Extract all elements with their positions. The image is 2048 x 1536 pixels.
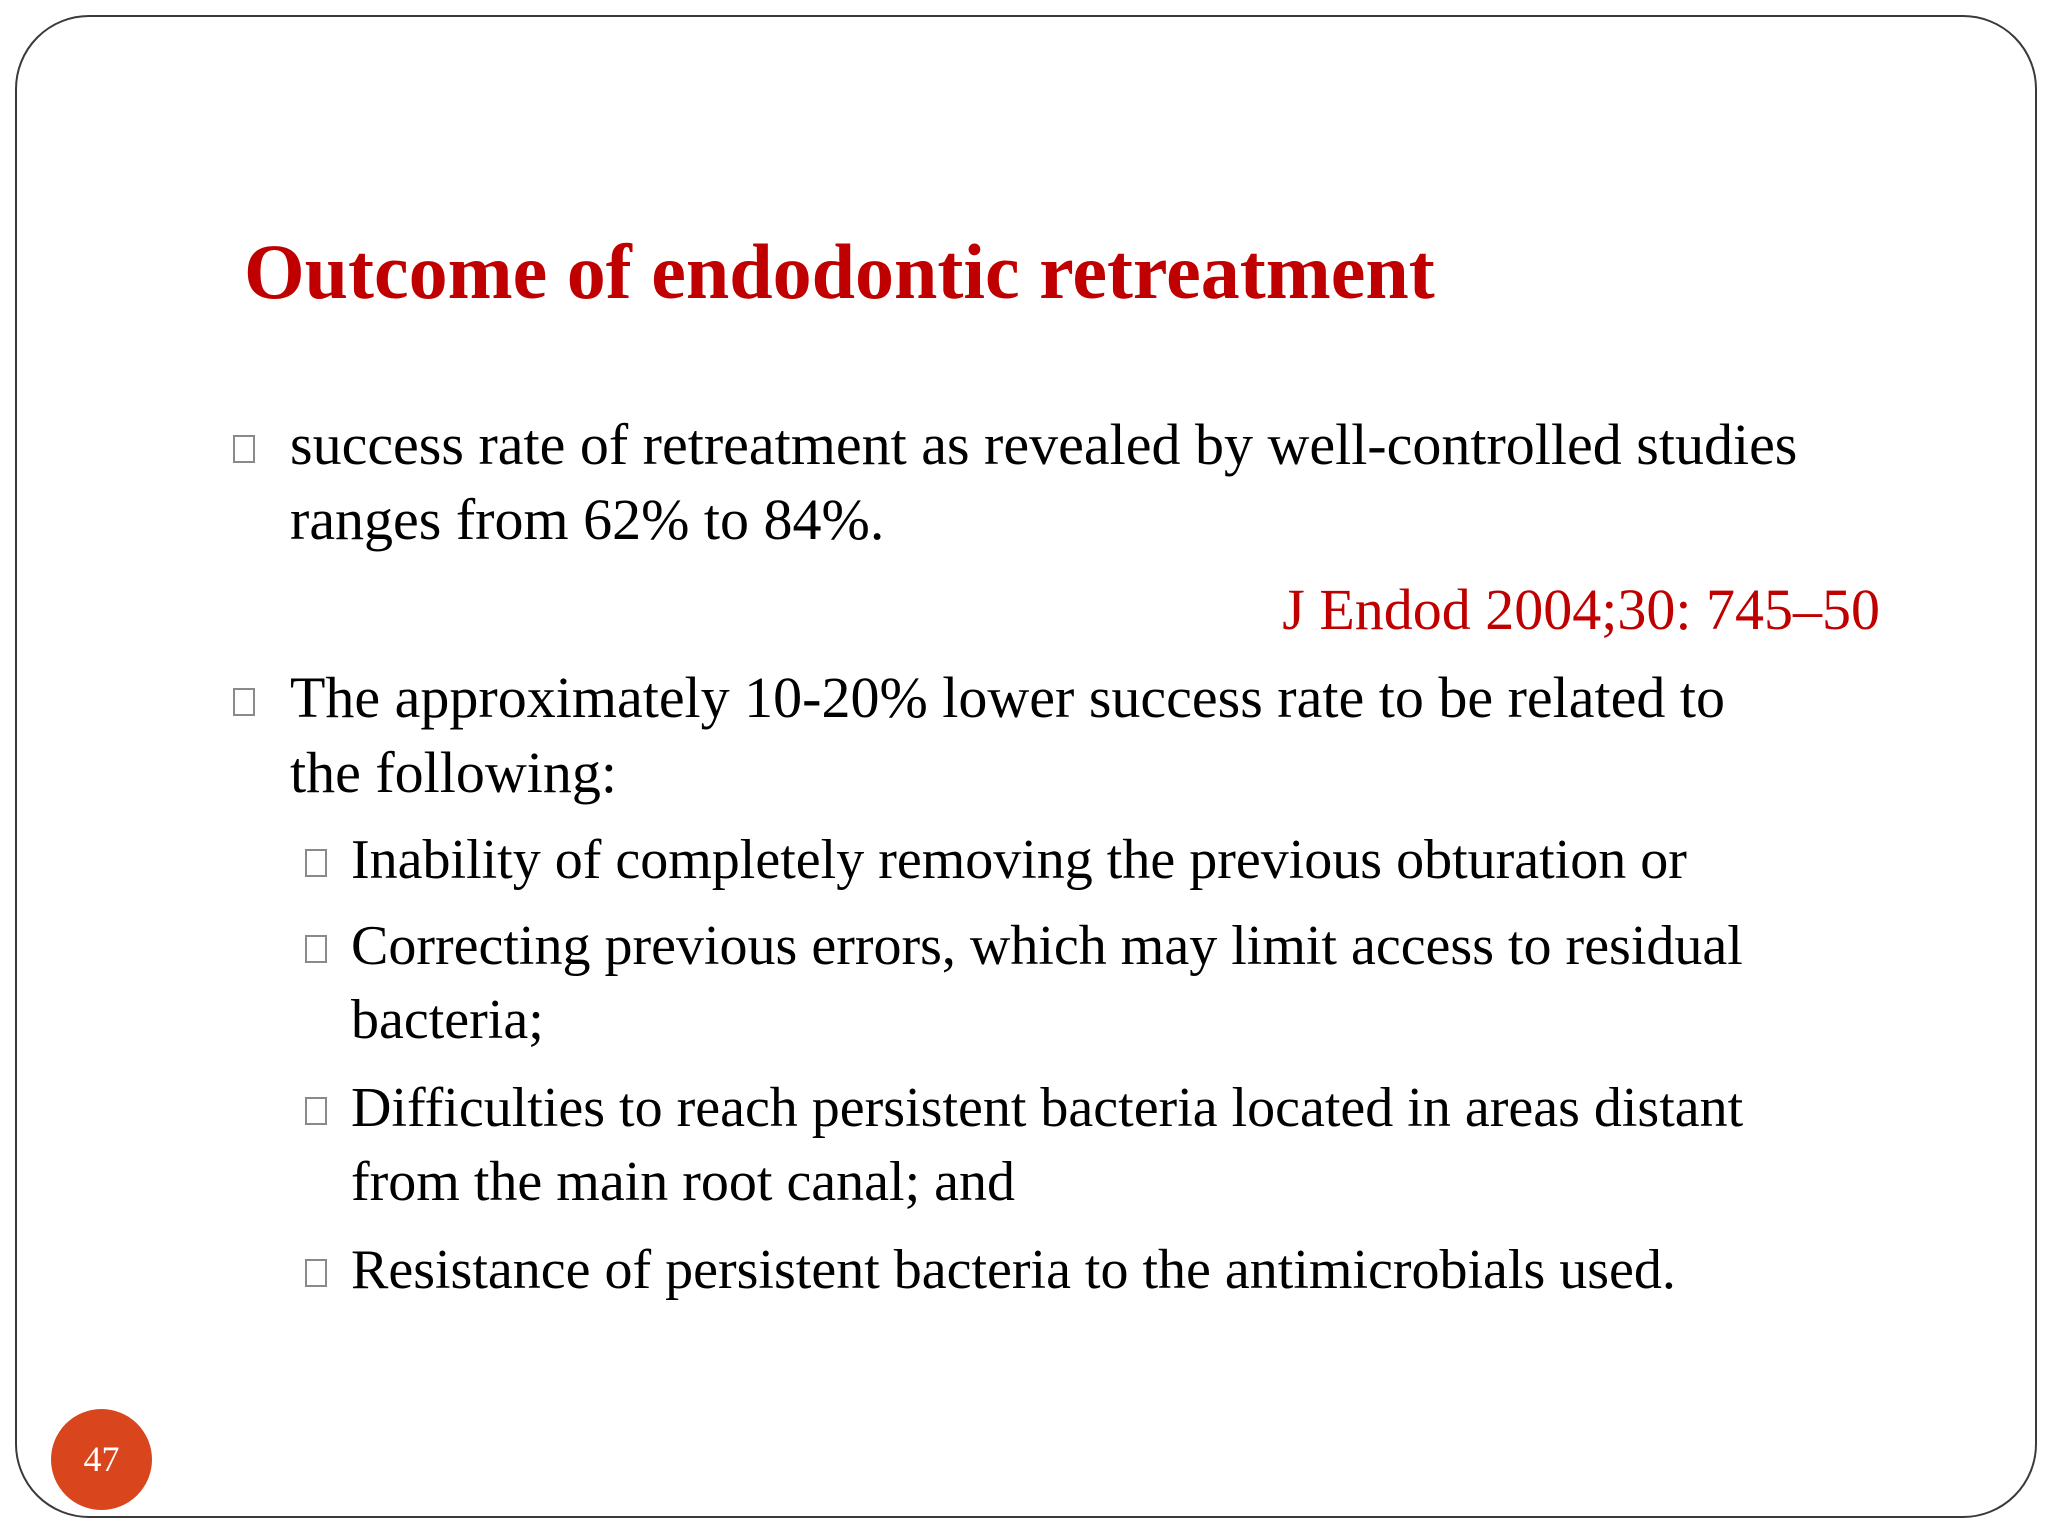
sub-bullet-text-line: Resistance of persistent bacteria to the antimicrobials used. [351,1239,1676,1301]
sub-bullet-text-line: Correcting previous errors, which may limit access to residual [351,915,1743,977]
square-bullet-icon [305,1259,327,1287]
citation-reference: J Endod 2004;30: 745–50 [1282,577,1880,642]
page-number-badge: 47 [51,1409,152,1510]
square-bullet-icon [305,849,327,877]
slide-frame [15,15,2037,1518]
sub-bullet-text-line: Difficulties to reach persistent bacteria located in areas distant [351,1077,1744,1139]
square-bullet-icon [233,435,255,463]
bullet-text-line: success rate of retreatment as revealed by well-controlled studies [290,412,1798,477]
bullet-text-line: the following: [290,740,618,805]
bullet-text-line: The approximately 10-20% lower success rate to be related to [290,665,1725,730]
sub-bullet-text-line: bacteria; [351,989,544,1051]
sub-bullet-text-line: Inability of completely removing the previous obturation or [351,829,1687,891]
bullet-text-line: ranges from 62% to 84%. [290,487,885,552]
square-bullet-icon [305,1097,327,1125]
square-bullet-icon [305,935,327,963]
square-bullet-icon [233,688,255,716]
sub-bullet-text-line: from the main root canal; and [351,1151,1015,1213]
slide-title: Outcome of endodontic retreatment [244,228,1435,315]
